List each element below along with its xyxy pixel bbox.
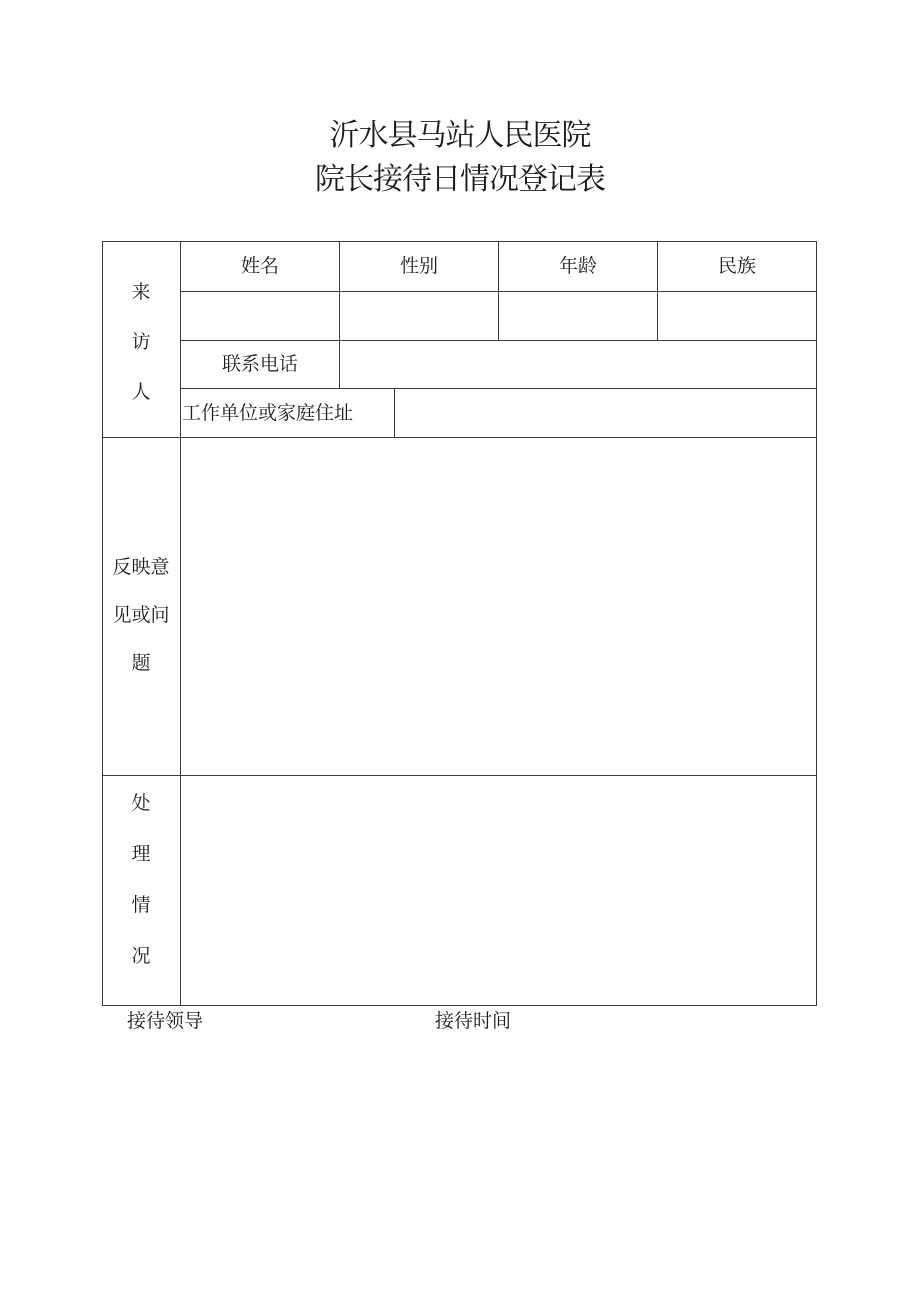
handling-label-char: 理 [131,843,151,865]
visitor-label-char: 人 [131,381,151,403]
phone-label: 联系电话 [221,353,298,375]
handling-label-char: 处 [131,792,151,814]
visitor-label-char: 访 [131,331,151,353]
gender-field[interactable] [340,292,498,340]
form-title-hospital: 沂水县马站人民医院 [329,118,591,153]
handling-label [102,778,180,982]
visitor-label [102,267,180,417]
feedback-label-line: 反映意 [112,556,170,578]
visitor-label-char: 来 [131,281,151,303]
header-ethnicity: 民族 [717,255,756,277]
address-field[interactable] [395,389,816,437]
feedback-field[interactable] [181,438,816,775]
handling-field[interactable] [181,776,816,1005]
reception-time-label: 接待时间 [435,1010,512,1032]
phone-field[interactable] [340,341,816,388]
border-right [816,241,817,1006]
ethnicity-field[interactable] [658,292,816,340]
age-field[interactable] [499,292,657,340]
border-bottom [102,1005,817,1006]
name-field[interactable] [181,292,339,340]
header-age: 年龄 [558,255,597,277]
feedback-label [102,543,180,687]
handling-label-char: 况 [131,945,151,967]
feedback-label-line: 题 [131,652,151,674]
address-label: 工作单位或家庭住址 [182,402,354,424]
border-top [102,241,817,242]
handling-label-char: 情 [131,894,151,916]
registration-form [102,241,817,1006]
header-gender: 性别 [399,255,438,277]
header-name: 姓名 [240,255,279,277]
form-title-register: 院长接待日情况登记表 [315,162,605,197]
feedback-label-line: 见或问 [112,604,170,626]
reception-leader-label: 接待领导 [127,1010,204,1032]
